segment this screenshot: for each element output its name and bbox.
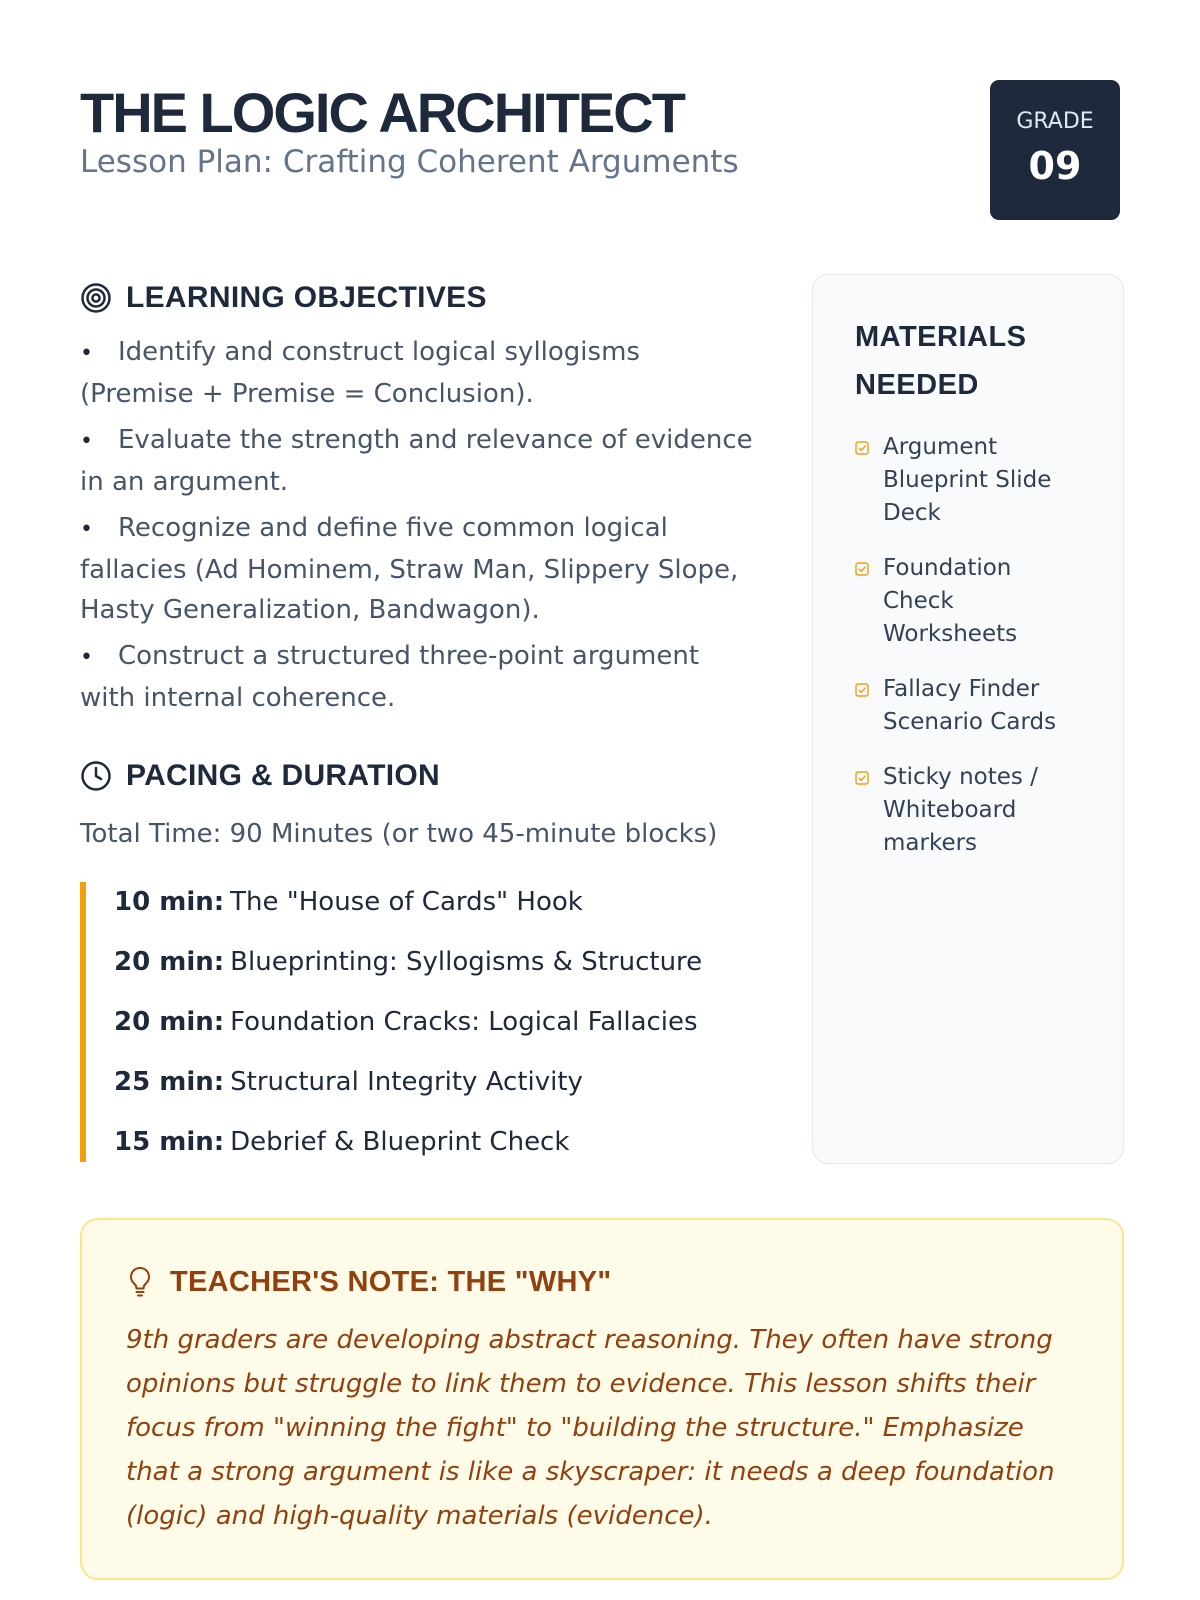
pacing-timeline <box>80 882 760 1162</box>
checkbox-icon <box>855 441 869 455</box>
checkbox-icon <box>855 683 869 697</box>
main-content <box>80 278 760 1162</box>
objectives-heading <box>80 278 760 318</box>
timeline-activity: Debrief & Blueprint Check <box>230 1127 570 1157</box>
materials-item <box>855 431 1087 530</box>
lightbulb-icon <box>126 1265 154 1299</box>
grade-label: GRADE <box>1016 109 1094 134</box>
teacher-note-title: TEACHER'S NOTE: THE "WHY" <box>170 1265 612 1298</box>
materials-label: Foundation Check Worksheets <box>883 555 1018 647</box>
page-subtitle: Lesson Plan: Crafting Coherent Arguments <box>80 144 739 180</box>
total-time: Total Time: 90 Minutes (or two 45-minute blocks) <box>80 819 718 849</box>
timeline-duration: 20 min: <box>114 1007 225 1037</box>
timeline-activity: Structural Integrity Activity <box>230 1067 583 1097</box>
timeline-item <box>114 1062 760 1102</box>
list-item: • Recognize and define five common logical fallacies (Ad Hominem, Straw Man, Slippery Slope, Hasty Generalization, Bandwagon). <box>80 508 760 630</box>
timeline-activity: The "House of Cards" Hook <box>230 887 583 917</box>
timeline-item <box>114 1122 760 1162</box>
teacher-note-body: 9th graders are developing abstract reasoning. They often have strong opinions but struggle to link them to evidence. This lesson shifts their focus from "winning the fight" to "building the structure." Emphasize that a strong argument is like a skyscraper: it needs a deep foundation (logic) and high-quality materials (evidence). <box>126 1325 1055 1531</box>
objectives-title: LEARNING OBJECTIVES <box>126 281 487 314</box>
page-title: THE LOGIC ARCHITECT <box>80 81 684 144</box>
materials-label: Fallacy Finder Scenario Cards <box>883 676 1057 735</box>
target-icon <box>80 282 112 314</box>
timeline-item <box>114 1002 760 1042</box>
timeline-duration: 20 min: <box>114 947 225 977</box>
pacing-title: PACING & DURATION <box>126 759 440 792</box>
materials-label: Sticky notes / Whiteboard markers <box>883 764 1038 856</box>
grade-number: 09 <box>1028 144 1082 188</box>
timeline-duration: 25 min: <box>114 1067 225 1097</box>
pacing-heading <box>80 756 760 796</box>
objectives-list <box>80 332 760 718</box>
grade-badge <box>990 80 1120 220</box>
checkbox-icon <box>855 562 869 576</box>
materials-item <box>855 552 1087 651</box>
materials-label: Argument Blueprint Slide Deck <box>883 434 1052 526</box>
timeline-duration: 15 min: <box>114 1127 225 1157</box>
lesson-header <box>80 78 1120 220</box>
materials-title: MATERIALS NEEDED <box>855 321 1027 401</box>
clock-icon <box>80 760 112 792</box>
materials-list <box>855 431 1087 860</box>
materials-item <box>855 761 1087 860</box>
teacher-note <box>80 1218 1124 1580</box>
timeline-item <box>114 882 760 922</box>
list-item: • Identify and construct logical syllogisms (Premise + Premise = Conclusion). <box>80 332 760 414</box>
timeline-activity: Blueprinting: Syllogisms & Structure <box>230 947 703 977</box>
teacher-note-heading <box>126 1262 1080 1302</box>
materials-panel <box>812 274 1124 1164</box>
timeline-duration: 10 min: <box>114 887 225 917</box>
materials-item <box>855 673 1087 739</box>
list-item: • Evaluate the strength and relevance of evidence in an argument. <box>80 420 760 502</box>
timeline-activity: Foundation Cracks: Logical Fallacies <box>230 1007 698 1037</box>
list-item: • Construct a structured three-point argument with internal coherence. <box>80 636 760 718</box>
timeline-item <box>114 942 760 982</box>
checkbox-icon <box>855 771 869 785</box>
